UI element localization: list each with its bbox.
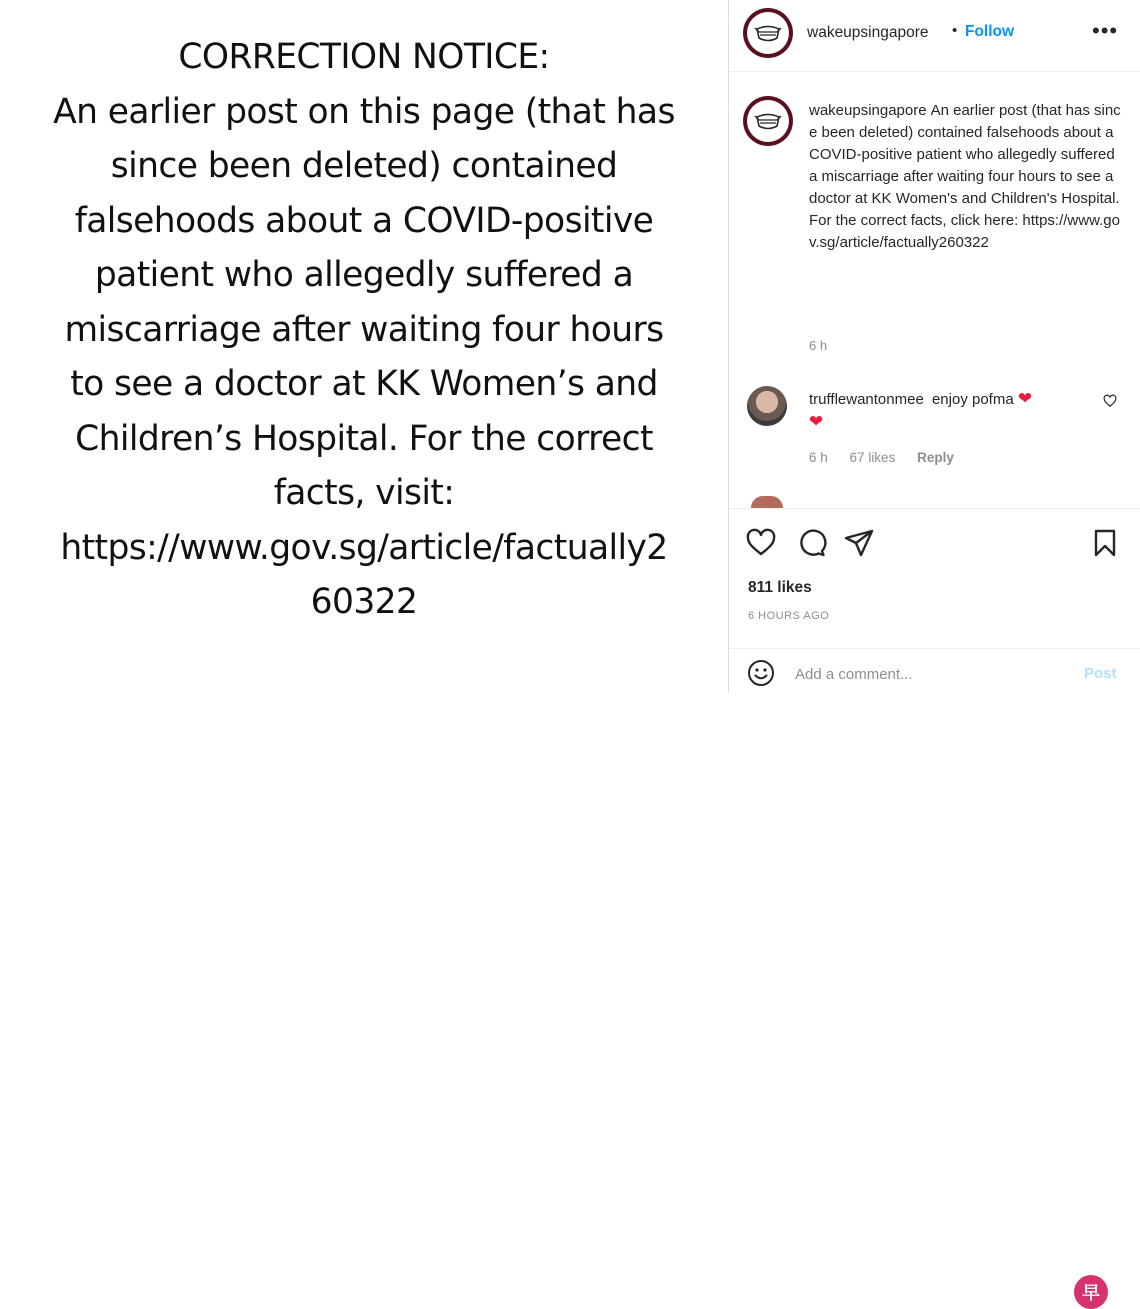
notice-line: https://www.gov.sg/article/factually2 [60, 527, 668, 568]
post-comment-button[interactable]: Post [1084, 665, 1117, 682]
comment-time[interactable]: 6 h [809, 450, 828, 465]
separator-dot: • [952, 22, 958, 39]
post-image [0, 0, 728, 692]
share-icon[interactable] [843, 527, 875, 559]
post-timestamp[interactable]: 6 HOURS AGO [748, 610, 830, 622]
mask-logo-icon [753, 18, 783, 48]
red-heart-emoji: ❤ [809, 412, 824, 431]
notice-line: miscarriage after waiting four hours [64, 309, 664, 350]
comment-likes[interactable]: 67 likes [849, 450, 896, 465]
post-header [729, 0, 1140, 72]
notice-line: patient who allegedly suffered a [94, 255, 634, 295]
notice-line: falsehoods about a COVID-positive [74, 200, 654, 241]
comment-meta [809, 450, 972, 465]
profile-avatar[interactable] [743, 8, 793, 58]
comment-composer [729, 648, 1140, 1303]
comment-input[interactable] [795, 663, 1065, 685]
post-sidebar [729, 0, 1140, 1303]
comment-username[interactable]: trufflewantonmee [809, 391, 924, 408]
comment-like-heart-icon[interactable] [1103, 394, 1117, 412]
more-icon[interactable]: ••• [1092, 18, 1119, 43]
likes-count[interactable]: 811 likes [748, 579, 812, 596]
notice-line: since been deleted) contained [110, 146, 618, 186]
comment-icon[interactable] [795, 527, 827, 559]
notice-line: facts, visit: [273, 473, 455, 513]
comment-item [729, 384, 1140, 474]
notice-line-title: CORRECTION NOTICE: [178, 37, 550, 77]
action-bar [729, 508, 1140, 648]
notice-line: 60322 [310, 582, 418, 622]
notice-line: Children’s Hospital. For the correct [75, 418, 653, 459]
next-comment-avatar [751, 496, 783, 508]
header-username[interactable]: wakeupsingapore [807, 24, 929, 41]
caption-username[interactable]: wakeupsingapore [809, 102, 927, 119]
reply-button[interactable]: Reply [917, 450, 954, 465]
heart-icon[interactable] [745, 527, 777, 559]
emoji-icon[interactable] [747, 659, 775, 687]
caption-text [809, 100, 1121, 254]
watermark-logo: 早 [1074, 1275, 1108, 1309]
comment-text [809, 388, 1099, 434]
caption-body: An earlier post (that has since been deleted) contained falsehoods about a COVID-positive patient who allegedly suffered a miscarriage after waiting four hours to see a doctor at KK Women's and Children's Hospital. For the correct facts, click here: https://www.gov.sg/article/factually260322 [809, 102, 1121, 251]
follow-button[interactable]: Follow [965, 23, 1015, 40]
caption-avatar[interactable] [743, 96, 793, 146]
caption-time[interactable]: 6 h [809, 338, 828, 353]
red-heart-emoji: ❤ [1017, 389, 1033, 408]
mask-logo-icon [753, 106, 783, 136]
commenter-avatar[interactable] [747, 386, 787, 426]
comment-body: enjoy pofma [931, 391, 1014, 408]
notice-line: An earlier post on this page (that has [53, 91, 675, 132]
bookmark-icon[interactable] [1089, 527, 1121, 559]
notice-line: to see a doctor at KK Women’s and [70, 364, 658, 404]
